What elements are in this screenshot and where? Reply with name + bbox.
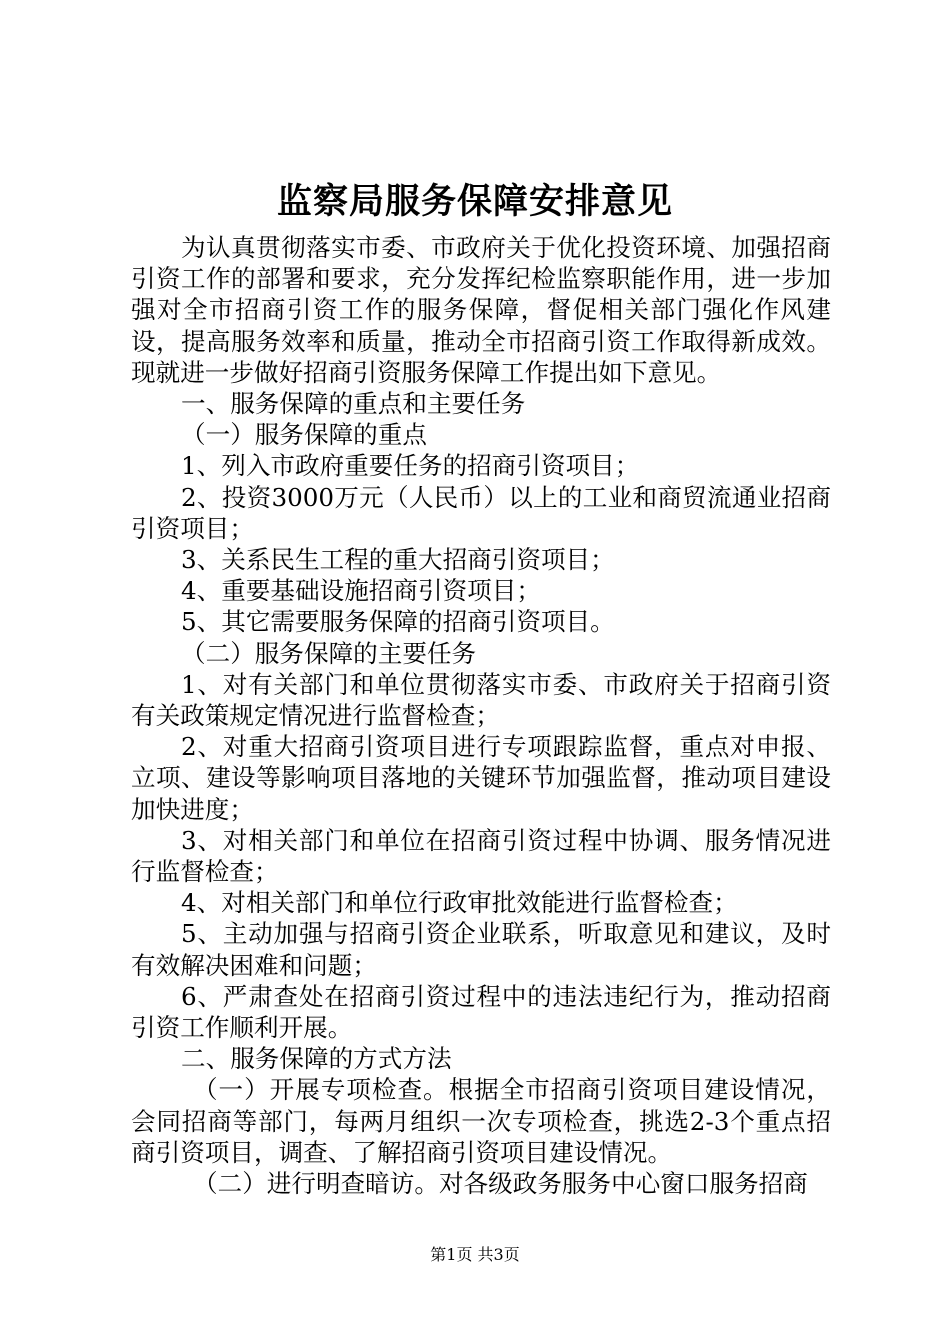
list-item: 5、主动加强与招商引资企业联系，听取意见和建议，及时有效解决困难和问题；: [131, 919, 831, 980]
intro-paragraph: 为认真贯彻落实市委、市政府关于优化投资环境、加强招商引资工作的部署和要求，充分发挥纪检监察职能作用，进一步加强对全市招商引资工作的服务保障，督促相关部门强化作风建设，提高服务效率和质量，推动全市招商引资工作取得新成效。现就进一步做好招商引资服务保障工作提出如下意见。: [131, 233, 831, 387]
section-heading-1: 一、服务保障的重点和主要任务: [181, 389, 526, 419]
list-item: 3、关系民生工程的重大招商引资项目；: [181, 545, 615, 575]
list-item: 5、其它需要服务保障的招商引资项目。: [181, 607, 615, 637]
page-number-footer: 第1页 共3页: [430, 1245, 520, 1264]
method-paragraph: （二）进行明查暗访。对各级政务服务中心窗口服务招商: [193, 1169, 808, 1199]
list-item: 1、列入市政府重要任务的招商引资项目；: [181, 451, 640, 481]
list-item: 6、严肃查处在招商引资过程中的违法违纪行为，推动招商引资工作顺利开展。: [131, 981, 831, 1043]
subsection-heading-1-1: （一）服务保障的重点: [181, 420, 427, 450]
section-heading-2: 二、服务保障的方式方法: [181, 1044, 452, 1074]
method-paragraph: （一）开展专项检查。根据全市招商引资项目建设情况，会同招商等部门，每两月组织一次专项检查，挑选2-3个重点招商引资项目，调查、了解招商引资项目建设情况。: [131, 1075, 831, 1167]
subsection-heading-1-2: （二）服务保障的主要任务: [181, 638, 477, 668]
list-item: 4、重要基础设施招商引资项目；: [181, 576, 541, 606]
list-item: 3、对相关部门和单位在招商引资过程中协调、服务情况进行监督检查；: [131, 825, 831, 887]
list-item: 1、对有关部门和单位贯彻落实市委、市政府关于招商引资有关政策规定情况进行监督检查；: [131, 669, 831, 731]
document-body: [131, 232, 831, 1199]
list-item: 2、投资3000万元（人民币）以上的工业和商贸流通业招商引资项目；: [131, 482, 831, 543]
list-item: 2、对重大招商引资项目进行专项跟踪监督，重点对申报、立项、建设等影响项目落地的关键环节加强监督，推动项目建设加快进度；: [131, 732, 831, 824]
document-title: 监察局服务保障安排意见: [276, 181, 673, 222]
list-item: 4、对相关部门和单位行政审批效能进行监督检查；: [181, 888, 738, 918]
